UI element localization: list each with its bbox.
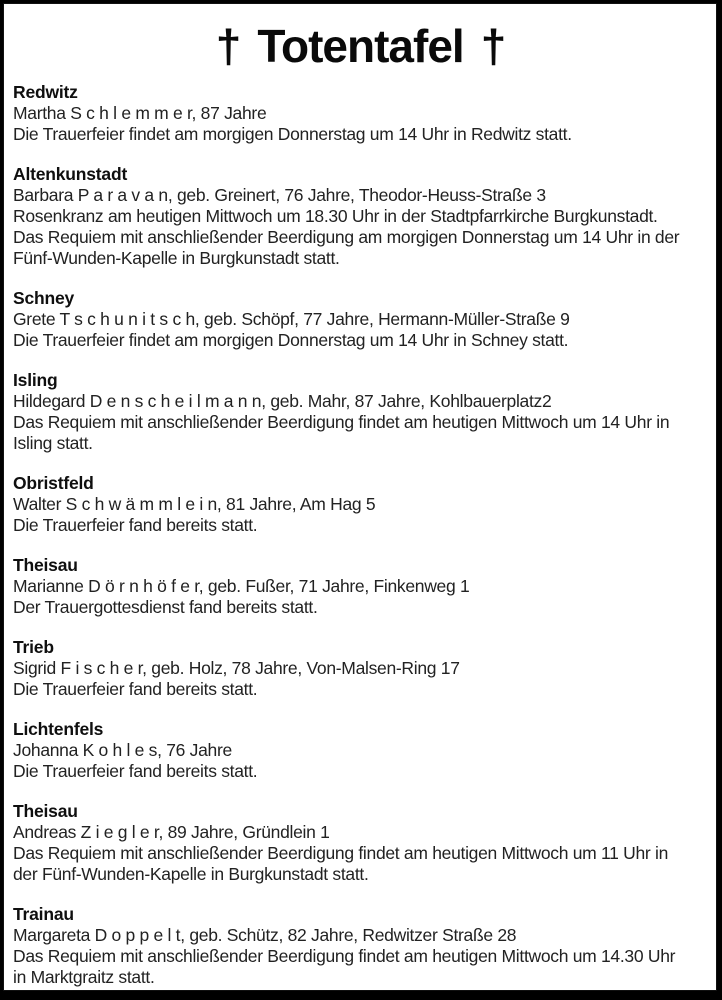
entry-detail-line: Die Trauerfeier fand bereits statt.: [13, 679, 258, 699]
entry-name-line: Barbara P a r a v a n, geb. Greinert, 76 Jahre, Theodor-Heuss-Straße 3: [13, 185, 546, 205]
obituary-entry: [13, 473, 708, 536]
entry-place-heading: Theisau: [13, 555, 78, 575]
entry-detail-line: Fünf-Wunden-Kapelle in Burgkunstadt statt.: [13, 248, 340, 268]
entry-name-line: Sigrid F i s c h e r, geb. Holz, 78 Jahre, Von-Malsen-Ring 17: [13, 658, 460, 678]
entry-name-line: Margareta D o p p e l t, geb. Schütz, 82 Jahre, Redwitzer Straße 28: [13, 925, 517, 945]
entry-name-line: Hildegard D e n s c h e i l m a n n, geb. Mahr, 87 Jahre, Kohlbauerplatz2: [13, 391, 552, 411]
obituary-entry: [13, 637, 708, 700]
entry-detail-line: Das Requiem mit anschließender Beerdigung findet am heutigen Mittwoch um 14.30 Uhr: [13, 946, 676, 966]
entry-place-heading: Theisau: [13, 801, 78, 821]
entry-name-line: Andreas Z i e g l e r, 89 Jahre, Gründlein 1: [13, 822, 330, 842]
obituary-entry: [13, 82, 708, 145]
entry-name-line: Marianne D ö r n h ö f e r, geb. Fußer, 71 Jahre, Finkenweg 1: [13, 576, 470, 596]
entry-place-heading: Lichtenfels: [13, 719, 104, 739]
entry-name-line: Grete T s c h u n i t s c h, geb. Schöpf, 77 Jahre, Hermann-Müller-Straße 9: [13, 309, 570, 329]
entry-place-heading: Obristfeld: [13, 473, 94, 493]
entry-place-heading: Trainau: [13, 904, 74, 924]
entry-detail-line: Die Trauerfeier fand bereits statt.: [13, 761, 258, 781]
entry-place-heading: Trieb: [13, 637, 54, 657]
entry-detail-line: Das Requiem mit anschließender Beerdigung findet am heutigen Mittwoch um 14 Uhr in: [13, 412, 670, 432]
obituary-entry: [13, 904, 708, 988]
entry-detail-line: Rosenkranz am heutigen Mittwoch um 18.30 Uhr in der Stadtpfarrkirche Burgkunstadt.: [13, 206, 658, 226]
obituary-entry: [13, 164, 708, 269]
entry-place-heading: Altenkunstadt: [13, 164, 128, 184]
page-title-text: Totentafel: [257, 20, 464, 72]
dagger-cross-left-icon: †: [215, 20, 241, 72]
entry-detail-line: in Marktgraitz statt.: [13, 967, 155, 987]
entry-place-heading: Redwitz: [13, 82, 78, 102]
entry-detail-line: der Fünf-Wunden-Kapelle in Burgkunstadt statt.: [13, 864, 369, 884]
entry-place-heading: Isling: [13, 370, 58, 390]
entry-detail-line: Das Requiem mit anschließender Beerdigung findet am heutigen Mittwoch um 11 Uhr in: [13, 843, 669, 863]
entry-name-line: Johanna K o h l e s, 76 Jahre: [13, 740, 232, 760]
entry-name-line: Martha S c h l e m m e r, 87 Jahre: [13, 103, 267, 123]
page-title: [13, 20, 708, 72]
entry-place-heading: Schney: [13, 288, 75, 308]
entry-detail-line: Die Trauerfeier fand bereits statt.: [13, 515, 258, 535]
entry-detail-line: Der Trauergottesdienst fand bereits statt.: [13, 597, 318, 617]
entry-name-line: Walter S c h w ä m m l e i n, 81 Jahre, Am Hag 5: [13, 494, 376, 514]
entry-detail-line: Isling statt.: [13, 433, 93, 453]
notice-frame: [3, 3, 717, 991]
obituary-entry: [13, 719, 708, 782]
entry-detail-line: Die Trauerfeier findet am morgigen Donnerstag um 14 Uhr in Redwitz statt.: [13, 124, 572, 144]
obituary-entry: [13, 370, 708, 454]
obituary-entry: [13, 801, 708, 885]
obituary-entry: [13, 288, 708, 351]
entry-detail-line: Die Trauerfeier findet am morgigen Donnerstag um 14 Uhr in Schney statt.: [13, 330, 569, 350]
dagger-cross-right-icon: †: [480, 20, 506, 72]
entry-detail-line: Das Requiem mit anschließender Beerdigung am morgigen Donnerstag um 14 Uhr in der: [13, 227, 680, 247]
obituary-entry: [13, 555, 708, 618]
